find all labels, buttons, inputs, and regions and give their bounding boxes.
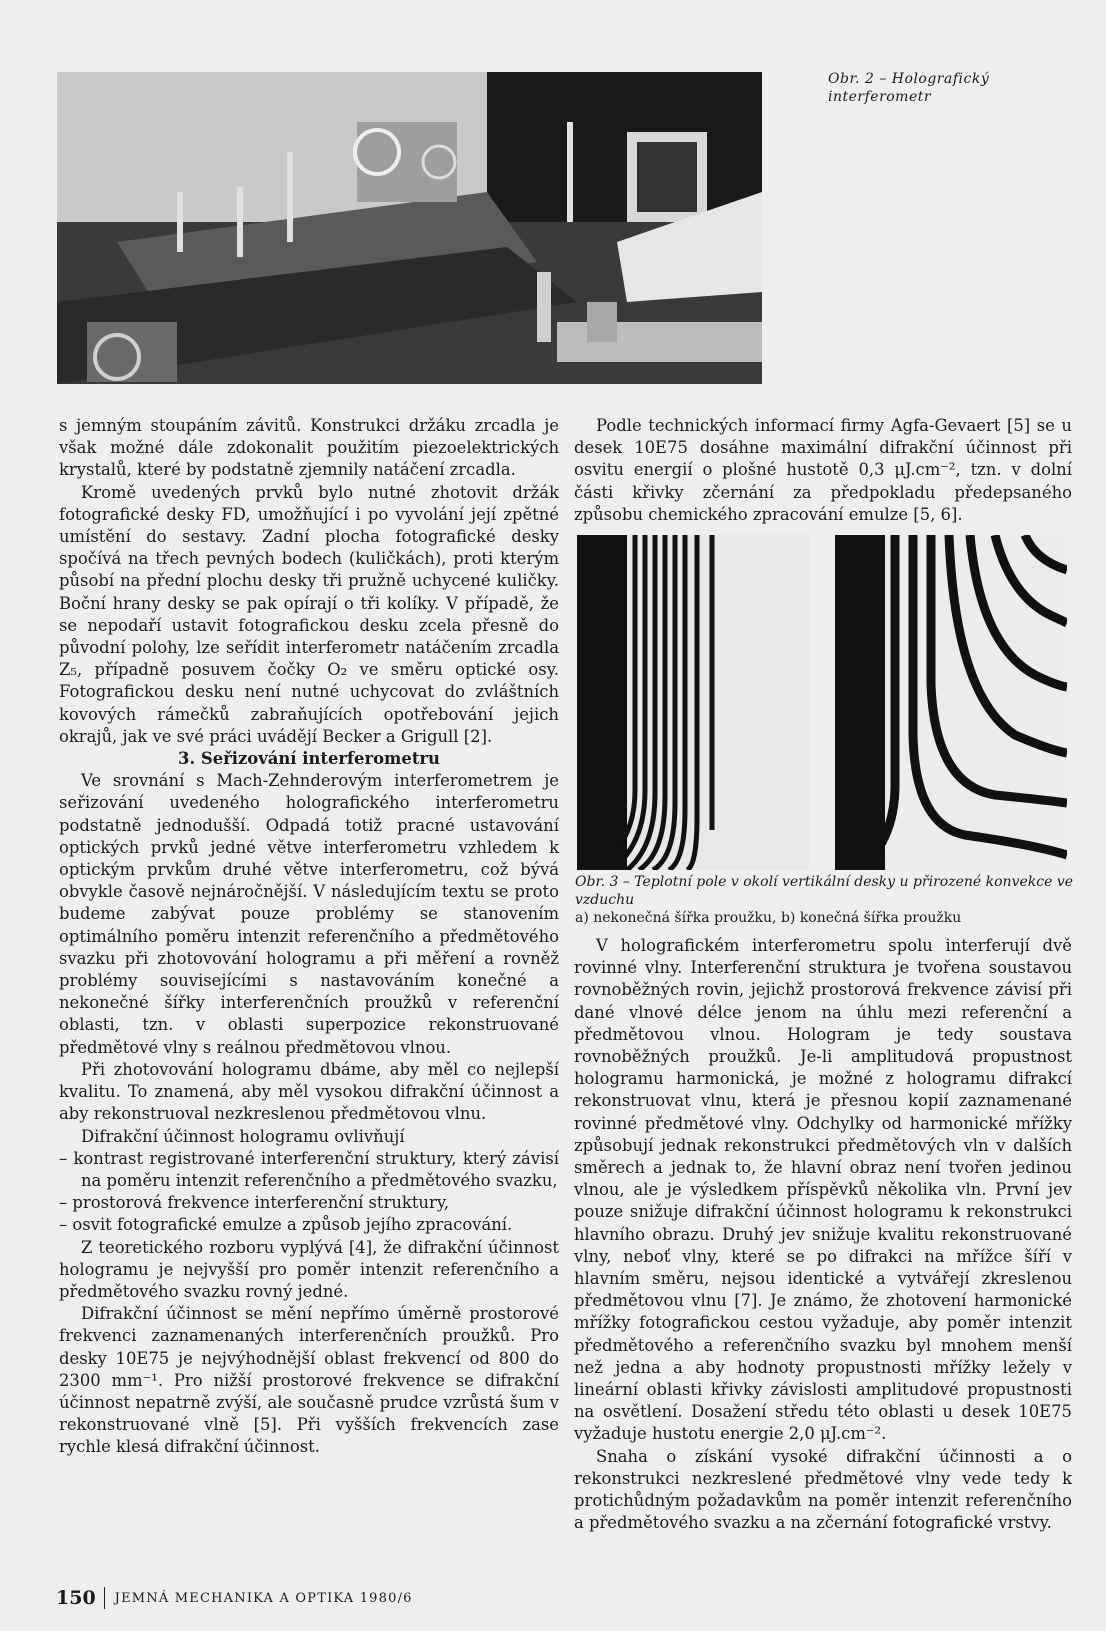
list-item: – prostorová frekvence interferenční struktury,	[59, 1193, 450, 1213]
paragraph: V holografickém interferometru spolu interferují dvě rovinné vlny. Interferenční struktura je tvořena soustavou rovnoběžných rovin, jejichž prostorová frekvence závisí při dané vlnové délce jenom na úhlu mezi referenční a předmětovou vlnou. Hologram je tedy soustava rovnoběžných proužků. Je-li amplitudová propustnost hologramu harmonická, je možné z hologramu difrakcí rekonstruovat vlnu, která je přesnou kopií zaznamenané rovinné předmětové vlny. Odchylky od harmonické mřížky způsobují jednak rekonstrukci předmětových vln v dalších směrech a jednak to, že hlavní obraz není tvořen jedinou vlnou, ale je výsledkem příspěvků několika vln. První jev pouze snižuje difrakční účinnost hologramu k rekonstrukci hlavního obrazu. Druhý jev snižuje kvalitu rekonstruované vlny, neboť vlny, které se po difrakci na mřížce šíří v hlavním směru, nejsou identické a vytvářejí zkreslenou předmětovou vlnu [7]. Je známo, že zhotovení harmonické mřížky fotografickou cestou vyžaduje, aby poměr intenzit předmětového a referenčního svazku byl mnohem menší než jedna a aby hodnoty propustnosti mřížky ležely v lineární oblasti křivky závislosti amplitudové propustnosti na osvětlení. Dosažení středu této oblasti u desek 10E75 vyžaduje hustotu energie 2,0 μJ.cm⁻².	[574, 936, 1072, 1444]
list-item: – kontrast registrované interferenční struktury, který závisí na poměru intenzit referenčního a předmětového svazku,	[59, 1148, 559, 1190]
fringe-figure-b	[835, 535, 1067, 870]
fringe-figure-a	[577, 535, 809, 870]
figure-3-caption-sub: a) nekonečná šířka proužku, b) konečná šířka proužku	[575, 910, 962, 926]
right-text-column-bottom	[574, 935, 1072, 1534]
paragraph: s jemným stoupáním závitů. Konstrukci držáku zrcadla je však možné dále zdokonalit použitím piezoelektrických krystalů, které by podstatně zjemnily natáčení zrcadla.	[59, 416, 559, 480]
paragraph: Snaha o získání vysoké difrakční účinnosti a o rekonstrukci nezkreslené předmětové vlny vede tedy k protichůdným požadavkům na poměr intenzit referenčního a předmětového svazku a na zčernání fotografické vrstvy.	[574, 1446, 1072, 1533]
list-item: – osvit fotografické emulze a způsob jejího zpracování.	[59, 1215, 513, 1235]
paragraph: Ve srovnání s Mach-Zehnderovým interferometrem je seřizování uvedeného holografického interferometru podstatně jednodušší. Odpadá totiž pracné ustavování optických prvků jedné větve interferometru vzhledem k optickým prvkům druhé větve interferometru, což bývá obvykle časově nejnáročnější. V následujícím textu se proto budeme zabývat pouze problémy se stanovením optimálního poměru intenzit referenčního a předmětového svazku při zhotovování hologramu a při měření a rovněž problémy souvisejícími s nastavováním konečné a nekonečné šířky interferenčních proužků v referenční oblasti, tzn. v oblasti superpozice rekonstruované předmětové vlny s reálnou předmětovou vlnou.	[59, 771, 559, 1057]
left-text-column	[59, 415, 559, 1459]
figure-2-caption: Obr. 2 – Holografický interferometr	[828, 71, 990, 105]
figure-3-caption	[575, 873, 1075, 927]
paragraph: Podle technických informací firmy Agfa-Gevaert [5] se u desek 10E75 dosáhne maximální difrakční účinnost při osvitu energií o plošné hustotě 0,3 μJ.cm⁻², tzn. v dolní části křivky zčernání za předpokladu předepsaného způsobu chemického zpracování emulze [5, 6].	[574, 416, 1072, 524]
section-heading: 3. Seřizování interferometru	[178, 749, 440, 769]
page-footer	[56, 1586, 413, 1610]
footer-divider	[104, 1587, 105, 1609]
paragraph: Difrakční účinnost hologramu ovlivňují	[81, 1126, 405, 1146]
paragraph: Difrakční účinnost se mění nepřímo úměrně prostorové frekvenci zaznamenaných interferenčních proužků. Pro desky 10E75 je nejvýhodnější oblast frekvencí od 800 do 2300 mm⁻¹. Pro nižší prostorové frekvence se difrakční účinnost nepatrně zvýší, ale současně prudce vzrůstá šum v rekonstruované vlně [5]. Při vyšších frekvencích zase rychle klesá difrakční účinnost.	[59, 1304, 559, 1457]
journal-title: JEMNÁ MECHANIKA A OPTIKA 1980/6	[114, 1590, 413, 1606]
paragraph: Kromě uvedených prvků bylo nutné zhotovit držák fotografické desky FD, umožňující i po vyvolání její zpětné umístění do sestavy. Zadní plocha fotografické desky spočívá na třech pevných bodech (kuličkách), proti kterým působí na přední plochu desky tři pružně uchycené kuličky. Boční hrany desky se pak opírají o tři kolíky. V případě, že se nepodaří ustavit fotografickou desku zcela přesně do původní polohy, lze seřídit interferometr natáčením zrcadla Z₅, případně posuvem čočky O₂ ve směru optické osy. Fotografickou desku není nutné uchycovat do zvláštních kovových rámečků zabraňujících opotřebování jejich okrajů, jak ve své práci uvádějí Becker a Grigull [2].	[59, 482, 559, 746]
paragraph: Z teoretického rozboru vyplývá [4], že difrakční účinnost hologramu je nejvyšší pro poměr intenzit referenčního a předmětového svazku rovný jedné.	[59, 1237, 559, 1301]
page-number: 150	[56, 1587, 96, 1609]
figure-3-caption-title: Obr. 3 – Teplotní pole v okolí vertikální desky u přirozené konvekce ve vzduchu	[575, 874, 1074, 908]
interferometer-photo	[57, 72, 762, 384]
fringe-figures	[577, 535, 1067, 870]
right-text-column-top	[574, 415, 1072, 526]
paragraph: Při zhotovování hologramu dbáme, aby měl co nejlepší kvalitu. To znamená, aby měl vysokou difrakční účinnost a aby rekonstruoval nezkreslenou předmětovou vlnu.	[59, 1059, 559, 1124]
